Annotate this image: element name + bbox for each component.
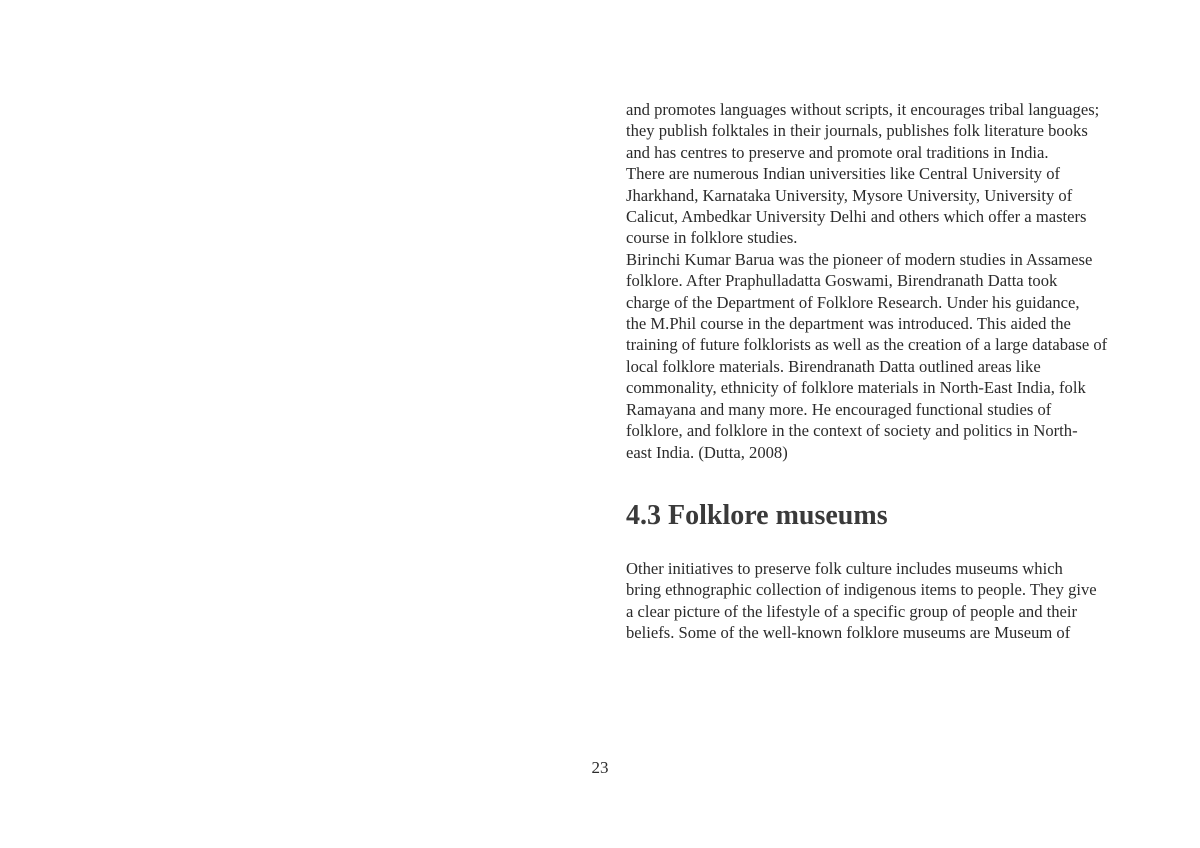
text-line: folklore. After Praphulladatta Goswami, Birendranath Datta took bbox=[626, 271, 1058, 291]
text-line: a clear picture of the lifestyle of a specific group of people and their bbox=[626, 601, 1078, 621]
text-line: the M.Phil course in the department was introduced. This aided the bbox=[626, 314, 1071, 334]
text-line: they publish folktales in their journals, publishes folk literature books bbox=[626, 121, 1088, 141]
page-number: 23 bbox=[591, 758, 609, 777]
text-line: training of future folklorists as well as the creation of a large database of bbox=[626, 335, 1108, 355]
paragraph-universities bbox=[626, 163, 1106, 249]
text-line: commonality, ethnicity of folklore materials in North-East India, folk bbox=[626, 378, 1086, 398]
text-line: Jharkhand, Karnataka University, Mysore University, University of bbox=[626, 185, 1073, 205]
paragraph-barua bbox=[626, 249, 1106, 463]
text-line: beliefs. Some of the well-known folklore museums are Museum of bbox=[626, 623, 1071, 643]
text-line: folklore, and folklore in the context of society and politics in North- bbox=[626, 421, 1078, 441]
text-line: Ramayana and many more. He encouraged functional studies of bbox=[626, 399, 1052, 419]
section-body bbox=[626, 558, 1106, 644]
text-line: There are numerous Indian universities like Central University of bbox=[626, 164, 1061, 184]
text-line: Other initiatives to preserve folk culture includes museums which bbox=[626, 559, 1063, 578]
section-heading: 4.3 Folklore museums bbox=[626, 500, 888, 531]
text-line: and promotes languages without scripts, it encourages tribal languages; bbox=[626, 100, 1100, 119]
text-line: Calicut, Ambedkar University Delhi and others which offer a masters bbox=[626, 207, 1087, 227]
body-text-column bbox=[626, 99, 1106, 463]
paragraph-oral-traditions bbox=[626, 99, 1106, 163]
text-line: charge of the Department of Folklore Research. Under his guidance, bbox=[626, 292, 1080, 312]
text-line: course in folklore studies. bbox=[626, 228, 798, 248]
text-line: east India. (Dutta, 2008) bbox=[626, 442, 788, 462]
text-line: local folklore materials. Birendranath Datta outlined areas like bbox=[626, 356, 1041, 376]
text-line: Birinchi Kumar Barua was the pioneer of modern studies in Assamese bbox=[626, 249, 1093, 269]
paragraph-museums bbox=[626, 558, 1106, 644]
text-line: and has centres to preserve and promote oral traditions in India. bbox=[626, 142, 1049, 162]
text-line: bring ethnographic collection of indigenous items to people. They give bbox=[626, 580, 1097, 600]
